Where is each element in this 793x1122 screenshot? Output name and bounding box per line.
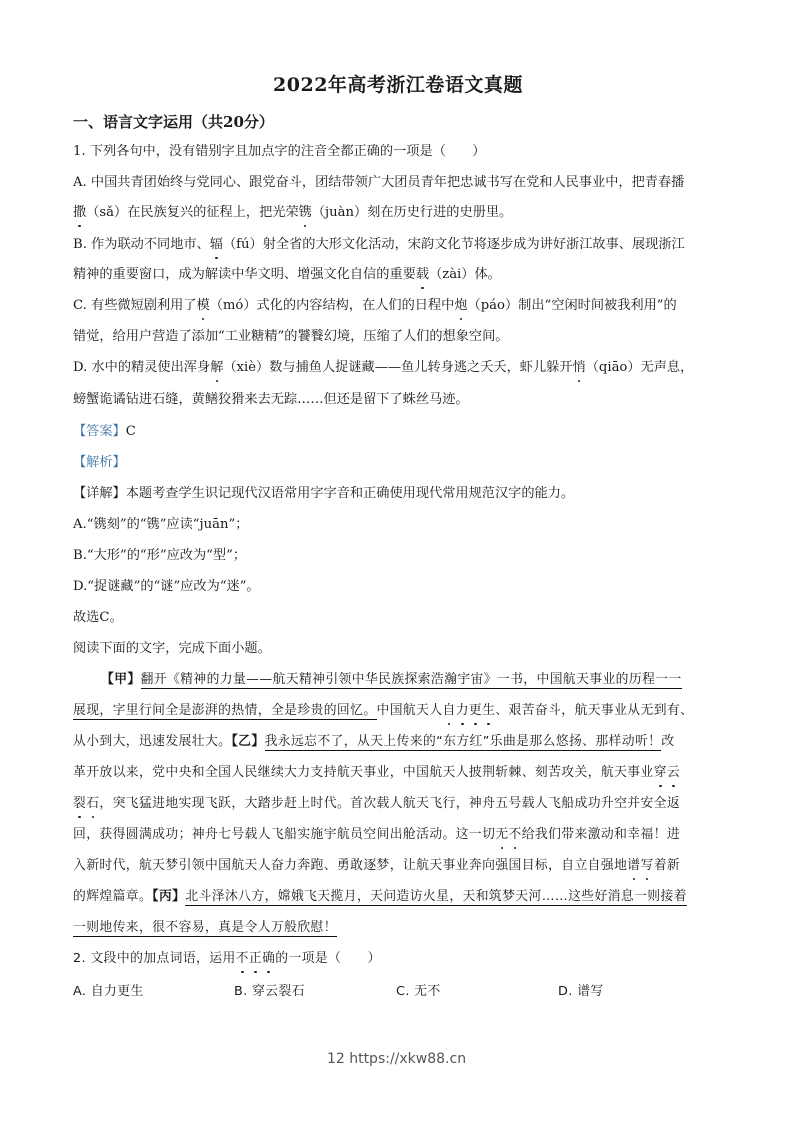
answer-value: C (125, 424, 136, 439)
option-b-line-2: 精神的重要窗口，成为解读中华文明、增强文化自信的重要载（zài）体。 (73, 267, 501, 282)
option-b: B. 穿云裂石 (234, 984, 305, 999)
analysis-label: 【解析】 (73, 455, 126, 470)
option-d-line-2: 螃蟹诡谲钻进石缝，黄鳝狡猾来去无踪……但还是留下了蛛丝马迹。 (73, 392, 469, 407)
detail-a: A.“镌刻”的“镌”应读“juān”； (73, 517, 249, 532)
option-a-line-1: A. 中国共青团始终与党同心、跟党奋斗，团结带领广大团员青年把忠诚书写在党和人民事业中，把青春播 (73, 175, 685, 190)
passage-line-8: 的辉煌篇章。【丙】北斗泽沐八方，嫦娥飞天揽月，天问造访火星，天和筑梦天河……这些好消息一则接着 (73, 889, 687, 904)
reading-intro: 阅读下面的文字，完成下面小题。 (73, 641, 271, 656)
answer-line (73, 423, 723, 441)
dotted-char: 模 (196, 298, 210, 313)
passage-line-3: 从小到大，迅速发展壮大。【乙】我永远忘不了，从天上传来的“东方红”乐曲是那么悠扬、那样动听！改 (73, 734, 675, 749)
underlined-text: 一则地传来，很不容易，真是令人万般欣慰！ (73, 920, 337, 935)
option-c-line-2: 错觉，给用户营造了添加“工业糖精”的饕餮幻境，压缩了人们的想象空间。 (73, 329, 509, 344)
passage-label-bing: 【丙】 (152, 889, 186, 904)
passage-line-6: 回，获得圆满成功；神舟七号载人飞船实施宇航员空间出舱活动。这一切无不给我们带来激动和幸福！进 (73, 827, 681, 842)
passage-line-1 (73, 671, 751, 689)
section-heading: 一、语言文字运用（共20分） (73, 113, 274, 131)
detail-d: D.“捉谜藏”的“谜”应改为“迷”。 (73, 579, 260, 594)
dotted-char: 载 (415, 267, 430, 282)
option-c-line-1: C. 有些微短剧利用了模（mó）式化的内容结构，在人们的日程中炮（páo）制出“空闲时间被我利用”的 (73, 298, 677, 313)
dotted-char: 炮 (454, 298, 468, 313)
passage-line-9 (73, 919, 723, 937)
question-2-stem: 2. 文段中的加点词语，运用不正确的一项是（ ） (73, 951, 381, 966)
underlined-text: 展现，字里行间全是澎湃的热情，全是珍贵的回忆。 (73, 703, 377, 718)
dotted-char: 撒 (73, 205, 87, 220)
detail-intro: 【详解】本题考查学生识记现代汉语常用字字音和正确使用现代常用规范汉字的能力。 (73, 486, 575, 501)
option-d-line-1: D. 水中的精灵使出浑身解（xiè）数与捕鱼人捉谜藏——鱼儿转身逃之夭夭，虾儿躲开悄（qiāo）无声息， (73, 360, 694, 375)
underlined-text: 北斗泽沐八方，嫦娥飞天揽月，天问造访火星，天和筑梦天河……这些好消息一则接着 (185, 889, 687, 904)
answer-label: 【答案】 (73, 424, 126, 439)
dotted-char: 镌 (298, 205, 312, 220)
passage-line-4: 革开放以来，党中央和全国人民继续大力支持航天事业，中国航天人披荆斩棘、刻苦攻关，航天事业穿云 (73, 765, 681, 780)
page-title: 2022年高考浙江卷语文真题 (273, 74, 523, 96)
option-c: C. 无不 (396, 984, 441, 999)
page-footer: 12 https://xkw88.cn (326, 1051, 467, 1067)
option-b-line-1: B. 作为联动不同地市、辐（fú）射全省的大形文化活动，宋韵文化节将逐步成为讲好浙江故事、展现浙江 (73, 237, 685, 252)
question-1-stem: 1. 下列各句中，没有错别字且加点字的注音全都正确的一项是（ ） (73, 144, 486, 159)
passage-label-yi: 【乙】 (231, 734, 265, 749)
detail-conclusion: 故选C。 (73, 610, 123, 625)
option-a-line-2: 撒（sǎ）在民族复兴的征程上，把光荣镌（juàn）刻在历史行进的史册里。 (73, 205, 513, 220)
dotted-char: 辐 (209, 237, 223, 252)
option-d: D. 谱写 (558, 984, 604, 999)
detail-b: B.“大形”的“形”应改为“型”； (73, 548, 247, 563)
underlined-text: 我永远忘不了，从天上传来的“东方红”乐曲是那么悠扬、那样动听！ (264, 734, 662, 749)
passage-line-2: 展现，字里行间全是澎湃的热情，全是珍贵的回忆。中国航天人自力更生、艰苦奋斗，航天事业从无到有、 (73, 703, 694, 718)
dotted-char: 解 (210, 360, 224, 375)
dotted-char: 悄 (572, 360, 586, 375)
option-a: A. 自力更生 (73, 984, 144, 999)
passage-line-5: 裂石，突飞猛进地实现飞跃，大踏步赶上时代。首次载人航天飞行，神舟五号载人飞船成功升空并安全返 (73, 796, 681, 811)
passage-line-7: 入新时代，航天梦引领中国航天人奋力奔跑、勇敢逐梦，让航天事业奔向强国目标，自立自强地谱写着新 (73, 858, 681, 873)
passage-label-jia: 【甲】 (101, 672, 141, 687)
underlined-text: 翻开《精神的力量——航天精神引领中华民族探索浩瀚宇宙》一书，中国航天事业的历程一一 (140, 672, 682, 687)
